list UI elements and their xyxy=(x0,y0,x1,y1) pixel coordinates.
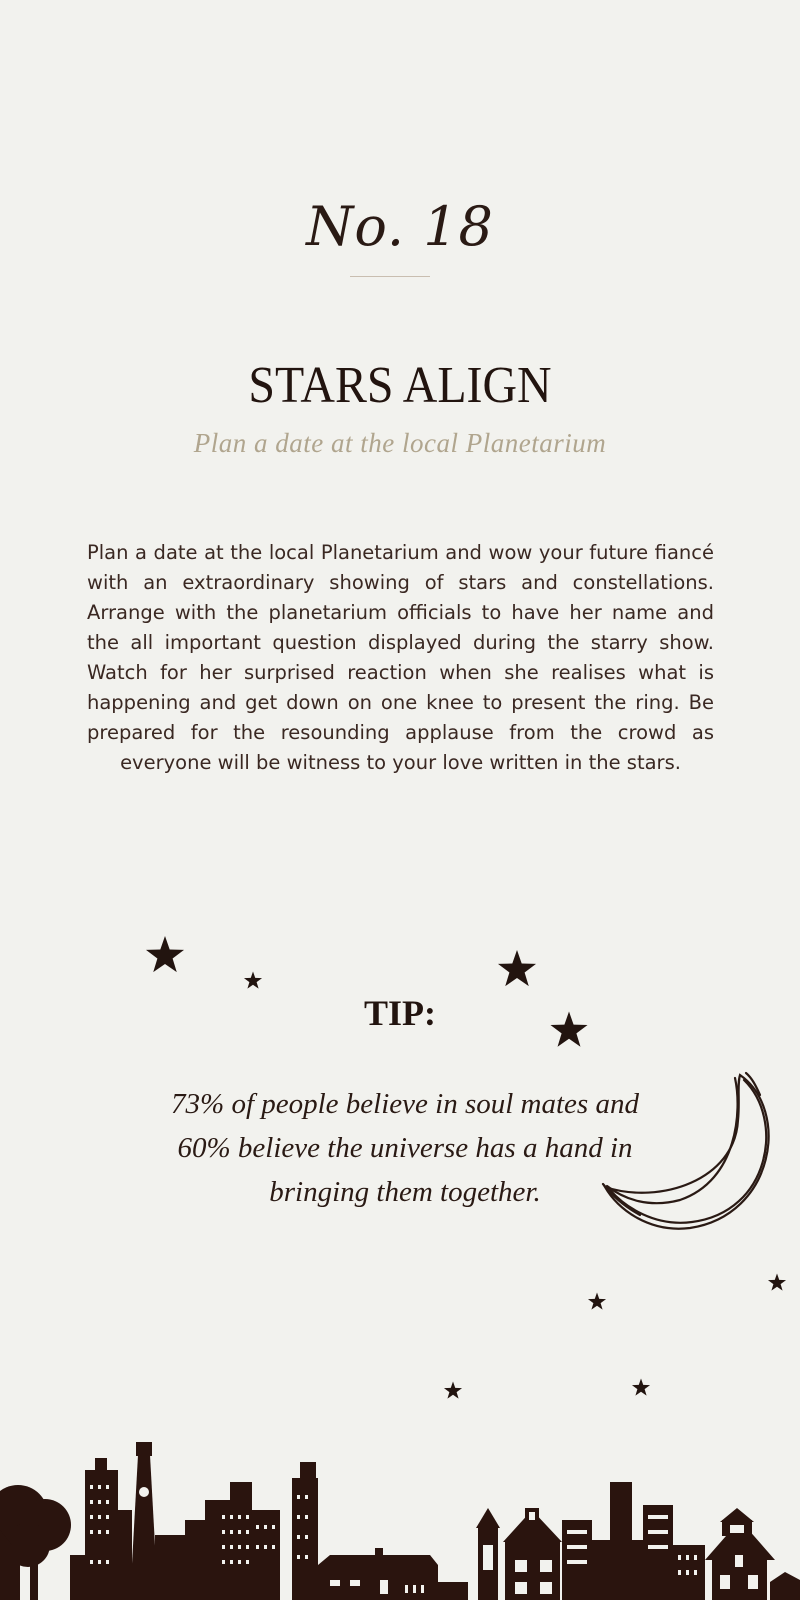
page-subtitle: Plan a date at the local Planetarium xyxy=(193,428,607,458)
page-title: STARS ALIGN xyxy=(248,357,552,414)
tip-label: TIP: xyxy=(364,993,436,1033)
body-paragraph: Plan a date at the local Planetarium and wow your future fiancé with an extraordinary showing of stars and constellations. Arrange with the planetarium officials to have her name and the all important question displayed during the starry show. Watch for her surprised reaction when she realises what is happening and get down on one knee to present the ring. Be prepared for the resounding applause from the crowd as everyone will be witness to your love written in the stars. xyxy=(87,541,714,774)
entry-number: No. 18 xyxy=(306,195,494,258)
tip-text: 73% of people believe in soul mates and 60% believe the universe has a hand in bringing them together. xyxy=(171,1088,639,1208)
